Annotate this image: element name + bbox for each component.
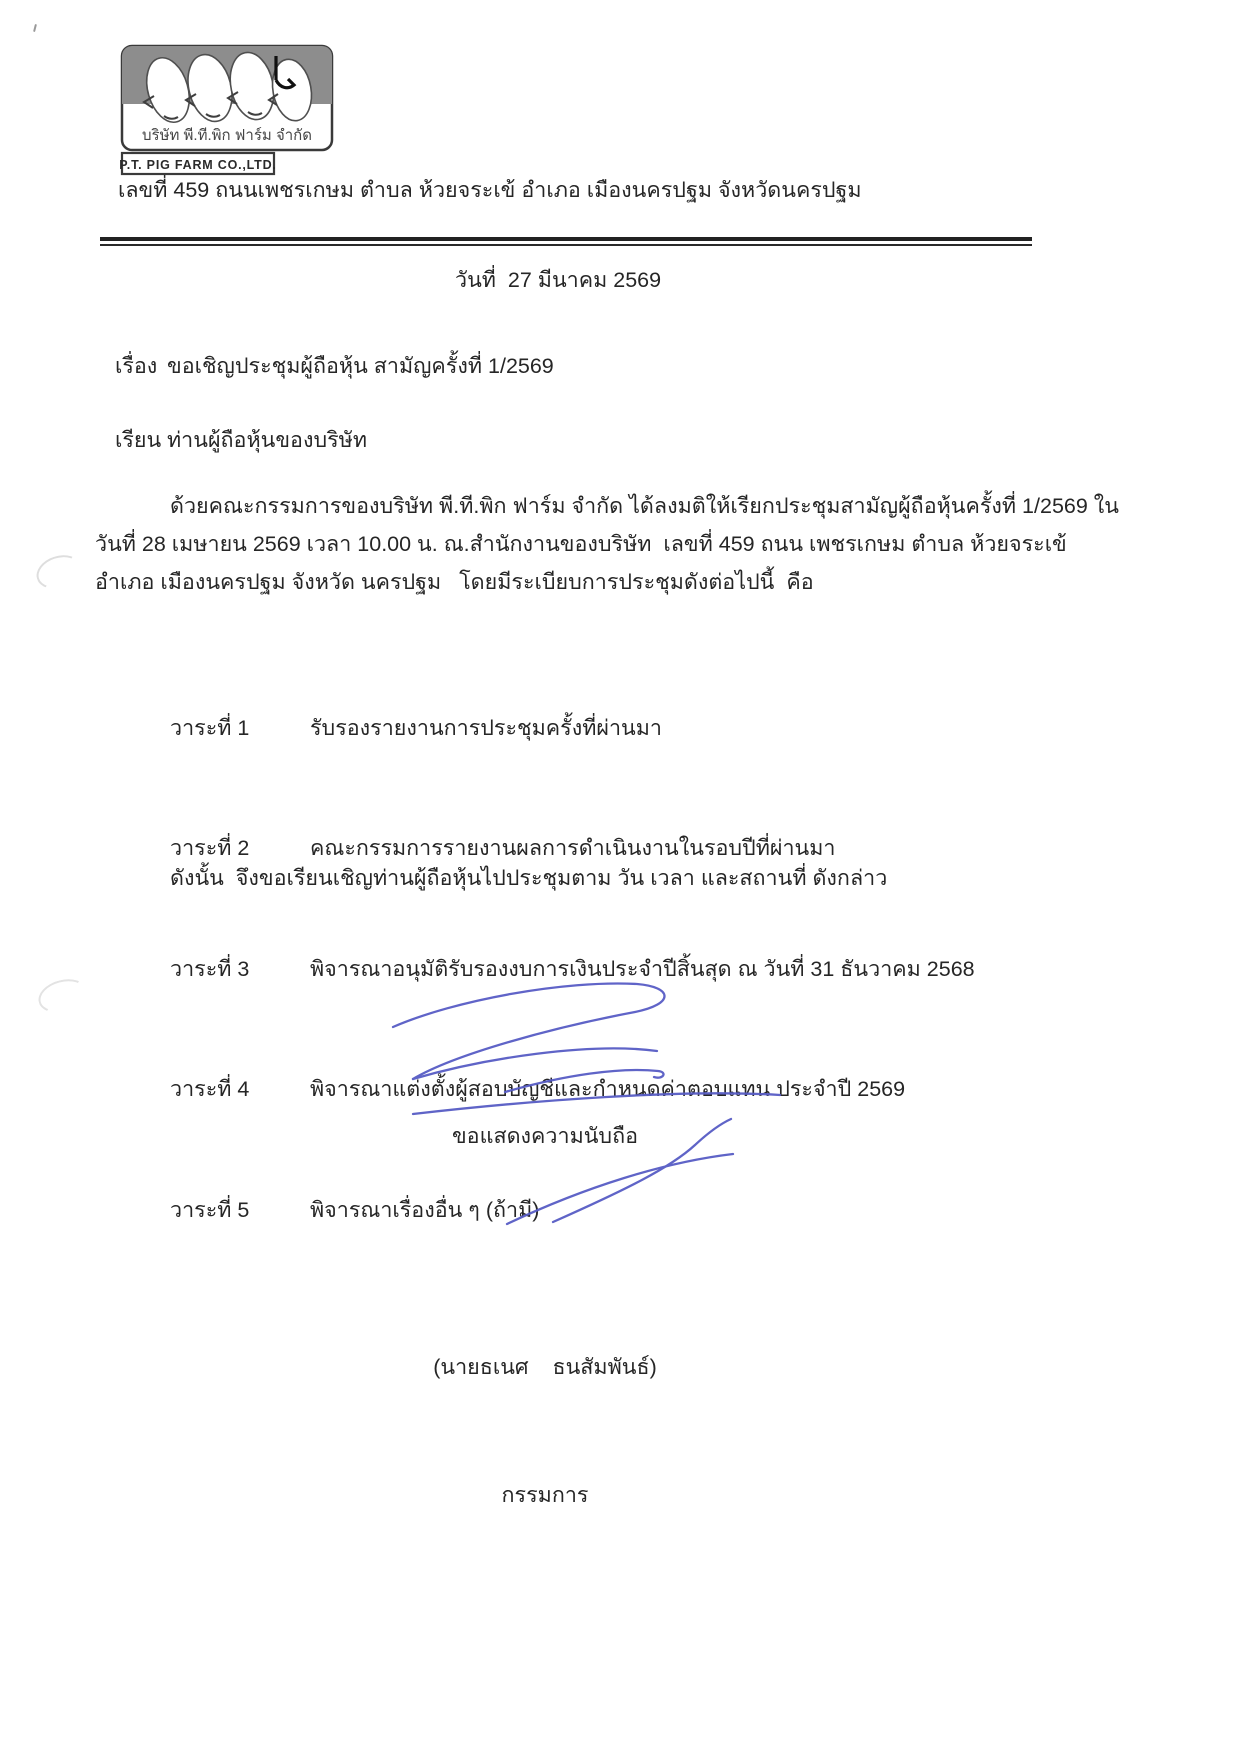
scan-artifact: [35, 974, 92, 1018]
subject-line: [115, 348, 554, 386]
closing-paragraph: ดังนั้น จึงขอเรียนเชิญท่านผู้ถือหุ้นไปประชุมตาม วัน เวลา และสถานที่ ดังกล่าว: [170, 866, 888, 890]
agenda-item-label: วาระที่ 2: [170, 836, 250, 861]
agenda-item-text: คณะกรรมการรายงานผลการดำเนินงานในรอบปีที่ผ่านมา: [310, 836, 836, 861]
body-paragraph: ด้วยคณะกรรมการของบริษัท พี.ที.พิก ฟาร์ม จำกัด ได้ลงมติให้เรียกประชุมสามัญผู้ถือหุ้นครั้งที่ 1/2569 ในวันที่ 28 เมษายน 2569 เวลา 10.00 น. ณ.สำนักงานของบริษัท เลขที่ 459 ถนน เพชรเกษม ตำบล ห้วยจระเข้ อำเภอ เมืองนครปฐม จังหวัด นครปฐม โดยมีระเบียบการประชุมดังต่อไปนี้ คือ: [95, 494, 1119, 594]
agenda-item-text: พิจารณาเรื่องอื่น ๆ (ถ้ามี): [310, 1197, 540, 1222]
signoff-block: [345, 1042, 745, 1590]
agenda-item-label: วาระที่ 4: [170, 1077, 250, 1102]
respect-line: ขอแสดงความนับถือ: [451, 1123, 639, 1148]
company-address: เลขที่ 459 ถนนเพชรเกษม ตำบล ห้วยจระเข้ อำเภอ เมืองนครปฐม จังหวัดนครปฐม: [118, 178, 862, 202]
date-line: วันที่ 27 มีนาคม 2569: [455, 268, 662, 292]
agenda-item: [170, 951, 1070, 989]
salutation-text: ท่านผู้ถือหุ้นของบริษัท: [167, 428, 367, 452]
scan-artifact: [32, 550, 86, 595]
scan-artifact: [33, 24, 37, 32]
subject-text: ขอเชิญประชุมผู้ถือหุ้น สามัญครั้งที่ 1/2569: [167, 354, 554, 378]
pig-farm-logo-graphic: [106, 42, 336, 178]
agenda-item-text: รับรองรายงานการประชุมครั้งที่ผ่านมา: [310, 715, 662, 740]
header-divider: [100, 237, 1032, 246]
salutation-label: เรียน: [115, 428, 162, 452]
agenda-item-label: วาระที่ 1: [170, 715, 250, 740]
agenda-item: [170, 710, 1070, 748]
salutation-line: [115, 422, 367, 460]
signer-title: กรรมการ: [501, 1482, 589, 1507]
agenda-item-text: พิจารณาแต่งตั้งผู้สอบบัญชีและกำหนดค่าตอบแทน ประจำปี 2569: [310, 1077, 906, 1102]
pig-farm-logo: [106, 42, 336, 178]
agenda-item-label: วาระที่ 5: [170, 1197, 250, 1222]
agenda-item-text: พิจารณาอนุมัติรับรองงบการเงินประจำปีสิ้นสุด ณ วันที่ 31 ธันวาคม 2568: [310, 956, 975, 981]
logo-company-name-en: P.T. PIG FARM CO.,LTD.: [119, 158, 277, 172]
logo-company-name-th: บริษัท พี.ที.พิก ฟาร์ม จำกัด: [142, 127, 312, 144]
subject-label: เรื่อง: [115, 354, 158, 378]
signer-name: (นายธเนศ ธนสัมพันธ์): [433, 1355, 657, 1380]
agenda-item-label: วาระที่ 3: [170, 956, 250, 981]
